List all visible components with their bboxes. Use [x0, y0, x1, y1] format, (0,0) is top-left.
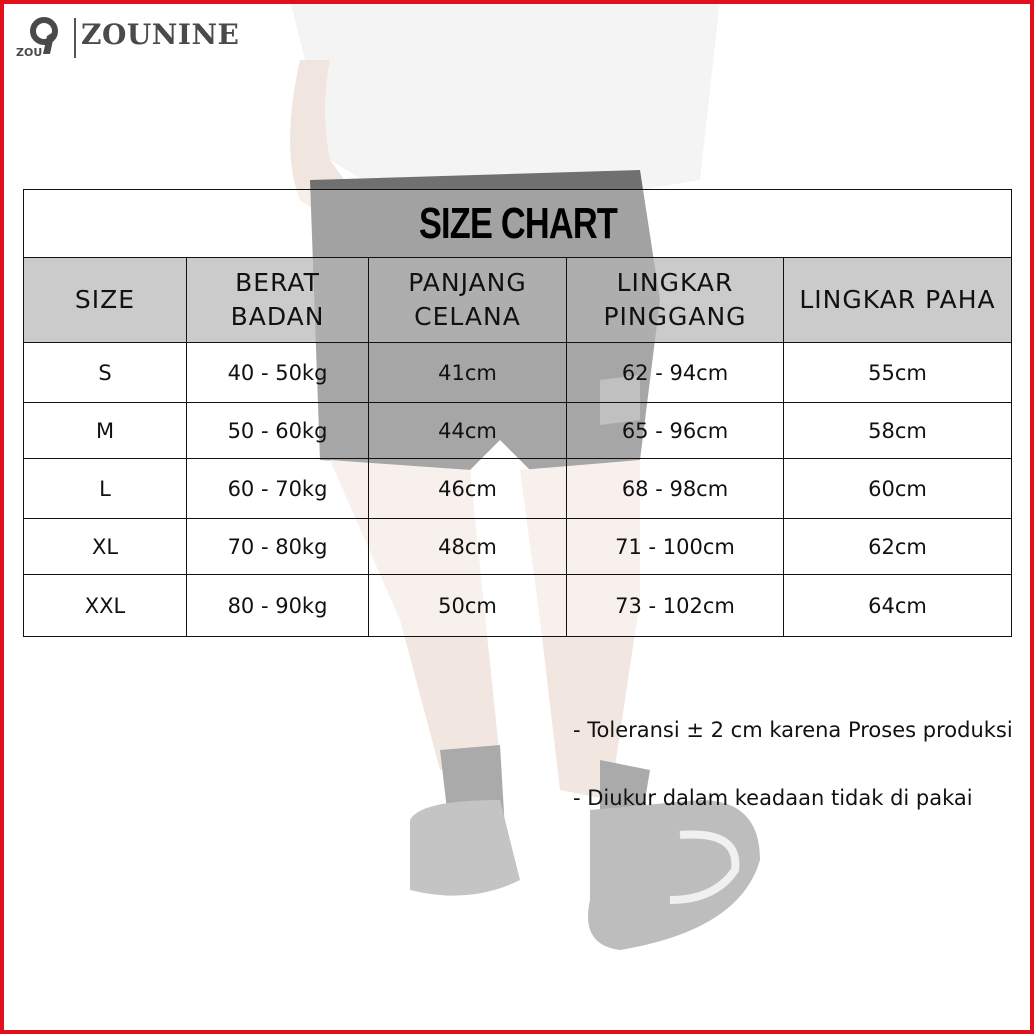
- cell-panjang-celana: 44cm: [369, 403, 567, 459]
- brand-mark-text: ZOU: [16, 46, 43, 59]
- cell-lingkar-pinggang: 73 - 102cm: [567, 575, 784, 637]
- cell-panjang-celana: 46cm: [369, 459, 567, 519]
- cell-lingkar-pinggang: 65 - 96cm: [567, 403, 784, 459]
- cell-lingkar-paha: 60cm: [784, 459, 1012, 519]
- cell-size: XL: [24, 519, 187, 575]
- cell-berat-badan: 60 - 70kg: [187, 459, 369, 519]
- cell-panjang-celana: 48cm: [369, 519, 567, 575]
- cell-panjang-celana: 41cm: [369, 343, 567, 403]
- table-row: [24, 519, 1012, 575]
- cell-size: L: [24, 459, 187, 519]
- table-row: [24, 459, 1012, 519]
- size-chart-title: SIZE CHART: [24, 190, 1012, 258]
- header-berat-badan: BERAT BADAN: [187, 258, 369, 343]
- table-row: [24, 575, 1012, 637]
- cell-lingkar-paha: 64cm: [784, 575, 1012, 637]
- notes-block: [573, 713, 1013, 815]
- cell-berat-badan: 70 - 80kg: [187, 519, 369, 575]
- cell-size: S: [24, 343, 187, 403]
- cell-size: XXL: [24, 575, 187, 637]
- size-chart-table: [23, 189, 1012, 637]
- brand-mark-icon: [14, 14, 66, 60]
- cell-size: M: [24, 403, 187, 459]
- header-lingkar-pinggang: LINGKAR PINGGANG: [567, 258, 784, 343]
- cell-lingkar-pinggang: 62 - 94cm: [567, 343, 784, 403]
- logo-separator: [74, 18, 76, 58]
- cell-lingkar-paha: 55cm: [784, 343, 1012, 403]
- note-tolerance: - Toleransi ± 2 cm karena Proses produksi: [573, 718, 1013, 742]
- cell-lingkar-paha: 58cm: [784, 403, 1012, 459]
- cell-panjang-celana: 50cm: [369, 575, 567, 637]
- header-lingkar-paha: LINGKAR PAHA: [784, 258, 1012, 343]
- table-row: [24, 403, 1012, 459]
- cell-berat-badan: 50 - 60kg: [187, 403, 369, 459]
- cell-lingkar-pinggang: 71 - 100cm: [567, 519, 784, 575]
- table-header-row: [24, 258, 1012, 343]
- table-row: [24, 343, 1012, 403]
- cell-berat-badan: 80 - 90kg: [187, 575, 369, 637]
- cell-berat-badan: 40 - 50kg: [187, 343, 369, 403]
- header-panjang-celana: PANJANG CELANA: [369, 258, 567, 343]
- note-measurement: - Diukur dalam keadaan tidak di pakai: [573, 786, 973, 810]
- cell-lingkar-paha: 62cm: [784, 519, 1012, 575]
- cell-lingkar-pinggang: 68 - 98cm: [567, 459, 784, 519]
- brand-name: ZOUNINE: [81, 18, 240, 51]
- header-size: SIZE: [24, 258, 187, 343]
